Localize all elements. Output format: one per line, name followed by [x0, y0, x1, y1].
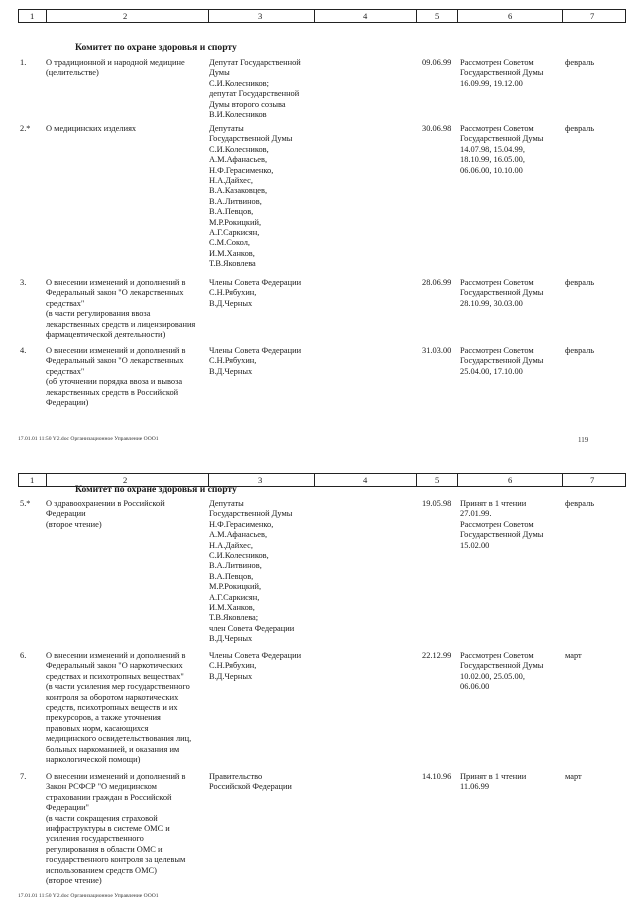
section-title-2: Комитет по охране здоровья и спорту [75, 484, 237, 495]
page-footer-2: 17.01.01 11:50 Y2.doc Организационное Управление ООО1 [18, 893, 159, 899]
col-number-4: 4 [363, 475, 368, 485]
row-number: 5.* [20, 499, 31, 508]
page-number: 119 [578, 436, 589, 444]
page-footer-1: 17.01.01 11:50 Y2.doc Организационное Управление ООО1 [18, 436, 159, 442]
row-number: 2.* [20, 124, 31, 133]
row-title: О внесении изменений и дополнений в Федеральный закон "О наркотических средствах и психотропных веществах" (в части усиления мер государственного контроля за оборотом наркотических средств, психотропных веществ и их прекурсоров, а также уточнения правовых норм, касающихся медицинского освидетельствования лиц, больных наркоманией, и оказания им наркологической помощи) [46, 651, 192, 765]
col-number-2: 2 [123, 475, 128, 485]
row-date: 30.06.98 [422, 124, 452, 133]
row-authors: Депутаты Государственной Думы Н.Ф.Герасименко, А.М.Афанасьев, Н.А.Дайхес, С.И.Колесников, В.А.Литвинов, В.А.Певцов, М.Р.Рокицкий, А.Г.Саркисян, И.М.Ханков, Т.В.Яковлева; член Совета Федерации В.Д.Черных [209, 499, 295, 644]
row-authors: Члены Совета Федерации С.Н.Рябухин, В.Д.Черных [209, 278, 302, 308]
row-title: О традиционной и народной медицине (целительстве) [46, 58, 185, 78]
row-authors: Правительство Российской Федерации [209, 772, 292, 792]
row-title: О внесении изменений и дополнений в Закон РСФСР "О медицинском страховании граждан в Российской Федерации" (в части сокращения страховой инфраструктуры в системе ОМС и усиления государственного регулирования в области ОМС и государственного контроля за целевым использованием средств ОМС) (второе чтение) [46, 772, 186, 886]
row-status: Рассмотрен Советом Государственной Думы 25.04.00, 17.10.00 [460, 346, 544, 376]
col-number-6: 6 [508, 475, 513, 485]
col-number-3: 3 [258, 475, 263, 485]
row-month: февраль [565, 499, 595, 508]
row-title: О медицинских изделиях [46, 124, 137, 133]
row-authors: Члены Совета Федерации С.Н.Рябухин, В.Д.Черных [209, 651, 302, 681]
row-date: 31.03.00 [422, 346, 452, 355]
row-authors: Депутаты Государственной Думы С.И.Колесников, А.М.Афанасьев, Н.Ф.Герасименко, Н.А.Дайхес, В.А.Казаковцев, В.А.Литвинов, В.А.Певцов, М.Р.Рокицкий, А.Г.Саркисян, С.М.Сокол, И.М.Ханков, Т.В.Яковлева [209, 124, 293, 269]
row-date: 19.05.98 [422, 499, 452, 508]
col-number-5: 5 [435, 475, 440, 485]
row-date: 22.12.99 [422, 651, 452, 660]
row-authors: Депутат Государственной Думы С.И.Колесников; депутат Государственной Думы второго созыва В.И.Колесников [209, 58, 301, 120]
col-number-1: 1 [30, 475, 35, 485]
row-month: март [565, 651, 582, 660]
col-number-7: 7 [590, 11, 595, 21]
row-date: 14.10.96 [422, 772, 452, 781]
col-number-1: 1 [30, 11, 35, 21]
row-status: Принят в 1 чтении 11.06.99 [460, 772, 527, 792]
section-title-1: Комитет по охране здоровья и спорту [75, 42, 237, 53]
col-number-4: 4 [363, 11, 368, 21]
row-date: 28.06.99 [422, 278, 452, 287]
row-month: февраль [565, 346, 595, 355]
row-title: О внесении изменений и дополнений в Федеральный закон "О лекарственных средствах" (об уточнении порядка ввоза и вывоза лекарственных средств в Российской Федерации) [46, 346, 186, 408]
row-number: 4. [20, 346, 27, 355]
col-number-5: 5 [435, 11, 440, 21]
row-authors: Члены Совета Федерации С.Н.Рябухин, В.Д.Черных [209, 346, 302, 376]
row-month: февраль [565, 124, 595, 133]
col-number-6: 6 [508, 11, 513, 21]
row-status: Рассмотрен Советом Государственной Думы 14.07.98, 15.04.99, 18.10.99, 16.05.00, 06.06.00, 10.10.00 [460, 124, 544, 175]
col-number-3: 3 [258, 11, 263, 21]
col-number-2: 2 [123, 11, 128, 21]
row-month: март [565, 772, 582, 781]
row-title: О здравоохранении в Российской Федерации (второе чтение) [46, 499, 165, 529]
row-number: 7. [20, 772, 27, 781]
row-status: Рассмотрен Советом Государственной Думы 16.09.99, 19.12.00 [460, 58, 544, 88]
row-status: Рассмотрен Советом Государственной Думы 10.02.00, 25.05.00, 06.06.00 [460, 651, 544, 692]
row-status: Принят в 1 чтении 27.01.99. Рассмотрен Советом Государственной Думы 15.02.00 [460, 499, 544, 550]
row-number: 1. [20, 58, 27, 67]
row-title: О внесении изменений и дополнений в Федеральный закон "О лекарственных средствах" (в части регулирования ввоза лекарственных средств и лицензирования фармацевтической деятельности) [46, 278, 196, 340]
table-header-1 [18, 9, 626, 23]
col-number-7: 7 [590, 475, 595, 485]
row-number: 3. [20, 278, 27, 287]
row-month: февраль [565, 278, 595, 287]
row-month: февраль [565, 58, 595, 67]
row-number: 6. [20, 651, 27, 660]
row-status: Рассмотрен Советом Государственной Думы 28.10.99, 30.03.00 [460, 278, 544, 308]
row-date: 09.06.99 [422, 58, 452, 67]
